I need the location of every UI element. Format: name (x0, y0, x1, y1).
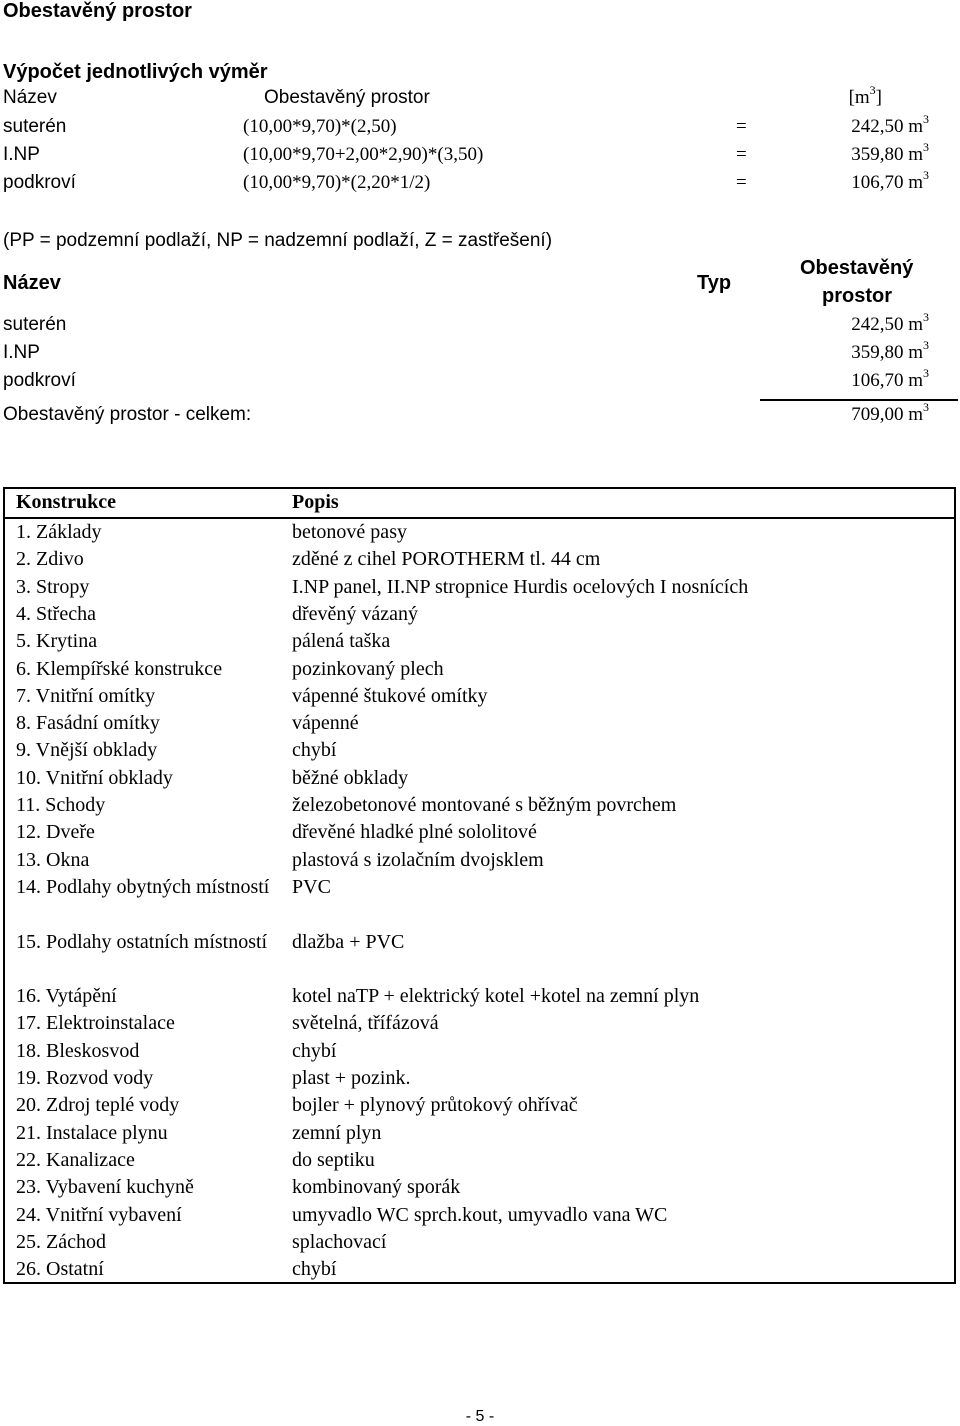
construction-name: 8. Fasádní omítky (16, 712, 160, 735)
construction-name: 21. Instalace plynu (16, 1121, 168, 1144)
construction-description: chybí (292, 739, 337, 762)
construction-name: 25. Záchod (16, 1230, 106, 1253)
construction-description: chybí (292, 1258, 337, 1281)
table-row (5, 656, 954, 683)
construction-name: 22. Kanalizace (16, 1148, 135, 1171)
construction-description: bojler + plynový průtokový ohřívač (292, 1094, 578, 1117)
construction-name: 3. Stropy (16, 575, 90, 598)
construction-name: 24. Vnitřní vybavení (16, 1203, 182, 1226)
construction-name: 10. Vnitřní obklady (16, 766, 173, 789)
construction-description: železobetonové montované s běžným povrchem (292, 794, 677, 816)
calc-row-name: suterén (3, 116, 67, 137)
construction-table-header (5, 489, 954, 519)
construction-description: kombinovaný sporák (292, 1176, 461, 1199)
construction-description: zděné z cihel POROTHERM tl. 44 cm (292, 548, 601, 571)
table-row (5, 983, 954, 1010)
construction-description: běžné obklady (292, 766, 409, 789)
page-title: Obestavěný prostor (3, 0, 192, 22)
table-row (5, 1092, 954, 1119)
calc-header-unit: $[m^3]$ (848, 83, 882, 108)
construction-description: plast + pozink. (292, 1067, 411, 1089)
construction-description: vápenné (292, 712, 359, 735)
construction-description: chybí (292, 1039, 337, 1062)
calc-row-equals: = (736, 144, 747, 165)
calc-row-value: 359,80 $m^3$ (851, 140, 929, 165)
construction-name: 26. Ostatní (16, 1258, 104, 1281)
header-construction: Konstrukce (16, 491, 116, 513)
construction-name: 19. Rozvod vody (16, 1067, 154, 1089)
summary-total-label: Obestavěný prostor - celkem: (3, 404, 252, 425)
construction-description: plastová s izolačním dvojsklem (292, 848, 544, 871)
summary-header-value-line1: Obestavěný (800, 257, 914, 279)
page-number: - 5 - (465, 1408, 495, 1425)
table-row (5, 792, 954, 819)
calc-row-formula: (10,00*9,70)*(2,20*1/2) (243, 172, 431, 193)
summary-row-name: suterén (3, 314, 67, 335)
calc-row-equals: = (736, 116, 747, 137)
summary-header-value-line2: prostor (822, 285, 892, 307)
summary-row-name: podkroví (3, 370, 76, 391)
construction-name: 7. Vnitřní omítky (16, 684, 156, 707)
construction-name: 17. Elektroinstalace (16, 1012, 175, 1035)
construction-description: dřevěný vázaný (292, 602, 419, 625)
construction-name: 15. Podlahy ostatních místností (16, 930, 268, 953)
construction-name: 14. Podlahy obytných místností (16, 875, 270, 898)
construction-description: do septiku (292, 1148, 375, 1171)
summary-row-value: 359,80 $m^3$ (851, 338, 929, 363)
construction-description: splachovací (292, 1230, 387, 1253)
table-row (5, 1147, 954, 1174)
calc-section-title: Výpočet jednotlivých výměr (3, 61, 268, 83)
construction-description: dlažba + PVC (292, 930, 405, 953)
table-row (5, 574, 954, 601)
table-row (5, 628, 954, 655)
table-row (5, 1038, 954, 1065)
construction-name: 12. Dveře (16, 821, 95, 844)
construction-description: pozinkovaný plech (292, 657, 444, 680)
construction-table (3, 487, 956, 1284)
table-row (5, 1229, 954, 1256)
summary-row-value: 106,70 $m^3$ (851, 366, 929, 391)
summary-header-name: Název (3, 272, 61, 294)
construction-name: 13. Okna (16, 848, 90, 871)
calc-header-name: Název (3, 87, 57, 108)
calc-row-formula: (10,00*9,70+2,00*2,90)*(3,50) (243, 144, 484, 165)
construction-name: 18. Bleskosvod (16, 1039, 140, 1062)
calc-row-name: podkroví (3, 172, 76, 193)
summary-total-value: 709,00 $m^3$ (851, 400, 929, 425)
table-row (5, 1065, 954, 1092)
table-row (5, 1120, 954, 1147)
table-row (5, 737, 954, 764)
table-row (5, 874, 954, 929)
construction-name: 9. Vnější obklady (16, 739, 158, 762)
construction-description: kotel naTP + elektrický kotel +kotel na zemní plyn (292, 985, 700, 1008)
table-row (5, 710, 954, 737)
summary-header-type: Typ (697, 272, 732, 294)
construction-description: betonové pasy (292, 521, 407, 543)
table-row (5, 929, 954, 984)
construction-description: světelná, třífázová (292, 1012, 439, 1035)
summary-row-value: 242,50 $m^3$ (851, 310, 929, 335)
calc-row (3, 140, 943, 172)
construction-description: I.NP panel, II.NP stropnice Hurdis ocelových I nosnících (292, 575, 749, 598)
table-row (5, 546, 954, 573)
table-row (5, 847, 954, 874)
summary-row-name: I.NP (3, 342, 40, 363)
table-row (5, 1256, 954, 1283)
construction-name: 4. Střecha (16, 602, 96, 625)
table-row (5, 519, 954, 546)
legend-text: (PP = podzemní podlaží, NP = nadzemní podlaží, Z = zastřešení) (3, 230, 553, 251)
table-row (5, 601, 954, 628)
calc-row-formula: (10,00*9,70)*(2,50) (243, 116, 397, 137)
table-row (5, 683, 954, 710)
construction-description: zemní plyn (292, 1121, 382, 1144)
table-row (5, 765, 954, 792)
calc-row-name: I.NP (3, 144, 40, 165)
header-description: Popis (292, 491, 339, 513)
table-row (5, 819, 954, 846)
calc-row-value: 242,50 $m^3$ (851, 112, 929, 137)
construction-description: dřevěné hladké plné sololitové (292, 821, 537, 844)
construction-description: pálená taška (292, 630, 391, 653)
calc-header-formula: Obestavěný prostor (264, 87, 430, 108)
calc-row (3, 112, 943, 144)
construction-description: umyvadlo WC sprch.kout, umyvadlo vana WC (292, 1203, 668, 1226)
construction-name: 1. Základy (16, 521, 102, 543)
construction-name: 2. Zdivo (16, 548, 84, 571)
construction-name: 6. Klempířské konstrukce (16, 657, 223, 680)
construction-description: vápenné štukové omítky (292, 684, 488, 707)
calc-row-equals: = (736, 172, 747, 193)
table-row (5, 1202, 954, 1229)
construction-name: 5. Krytina (16, 630, 98, 653)
calc-row-value: 106,70 $m^3$ (851, 168, 929, 193)
calc-header-row (3, 83, 943, 115)
table-row (5, 1174, 954, 1201)
construction-name: 20. Zdroj teplé vody (16, 1094, 180, 1117)
construction-name: 11. Schody (16, 794, 106, 816)
construction-name: 16. Vytápění (16, 985, 117, 1008)
construction-description: PVC (292, 875, 331, 898)
calc-row (3, 168, 943, 200)
construction-name: 23. Vybavení kuchyně (16, 1176, 194, 1199)
table-row (5, 1010, 954, 1037)
